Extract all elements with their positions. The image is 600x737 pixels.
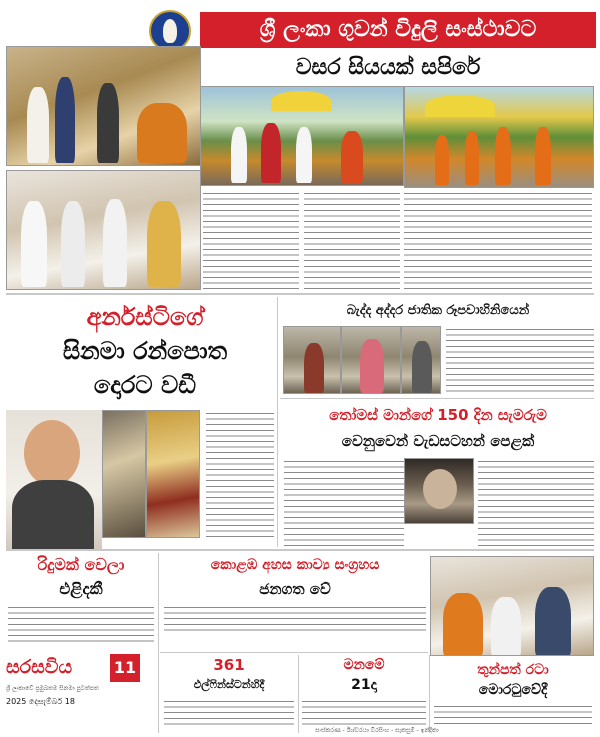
divider-bottom-v1 (158, 553, 159, 733)
divider-top (6, 293, 594, 295)
headline-thunpath-2: මොරටුවේදී (478, 682, 548, 698)
headline-manamé-2: 21දා (351, 677, 377, 693)
photo-author-portrait (6, 410, 102, 550)
headline-arunasiri-3: දොරට වඩී (93, 371, 197, 399)
headline-baddha: බැද්ද අද්දර ජාතික රූපවාහිනියෙන් (346, 303, 530, 318)
thomas-body-col1 (284, 458, 404, 546)
headline-thomas-1: තෝමස් මාන්ගේ 150 දින සැමරුම (329, 406, 547, 424)
divider-bottom-v2 (298, 655, 299, 733)
photo-book-launch (430, 556, 594, 656)
slbc-body-col2 (304, 190, 400, 290)
photo-drama-scene-1 (283, 326, 341, 394)
brand-tagline: ශ්‍රී ලංකාවේ ප්‍රමුඛතම සිනමා පුවත්පත (6, 685, 99, 692)
headline-361-2: ඵල්ෆින්ස්ටන්හිදී (193, 678, 265, 691)
photo-procession-2 (404, 86, 594, 188)
ridmak-body (8, 604, 154, 644)
headline-ridmak-2: එළිදකී (59, 579, 103, 598)
headline-361-1: 361 (213, 656, 245, 674)
footer-credits: සංස්කරණ - ඊශ්වරයා වීරසිංහ - සැකසුම් - ඉන්දිකා (315, 727, 439, 734)
headline-kolamba-1: කොළඹ අහස කාව්‍ය සංග්‍රහය (210, 557, 380, 573)
headline-thomas-2: වෙනුවෙන් වැඩසටහන් පෙළක් (341, 432, 535, 450)
divider-mid-vertical (277, 297, 278, 547)
headline-slbc-line2: වසර සියයක් සපිරේ (295, 55, 481, 80)
divider-bottom-v3 (429, 655, 430, 733)
photo-ceremony-blessing (6, 46, 201, 166)
issue-date: 2025 දෙසැම්බර් 18 (6, 697, 75, 706)
headline-ridmak-1: රිදුමක් වෙලා (37, 555, 125, 574)
slbc-body-col3 (404, 190, 592, 290)
photo-book-cover-2 (146, 410, 200, 538)
headline-manamé-1: මනමේ (343, 657, 385, 673)
brand-block (6, 652, 156, 732)
headline-thunpath-1: තුන්පත් රටා (477, 662, 549, 678)
photo-drama-scene-3 (401, 326, 441, 394)
photo-procession-1 (200, 86, 404, 186)
divider-right-1 (280, 398, 594, 399)
arunasiri-body (206, 410, 274, 538)
thunpath-body (434, 703, 592, 727)
361-body (164, 698, 294, 726)
photo-book-cover-1 (102, 410, 146, 538)
manamé-body (302, 698, 426, 726)
headline-kolamba-2: ජනගත වේ (259, 580, 331, 598)
divider-bottom-h (160, 652, 428, 653)
headline-arunasiri-2: සිනමා රන්පොත (62, 337, 228, 365)
photo-gustav-mahler (404, 458, 474, 524)
page-number-badge: 11 (110, 654, 140, 682)
headline-arunasiri-1: අර්නස්ටිගේ (86, 303, 204, 331)
kolamba-body (164, 604, 426, 634)
brand-name: සරසවිය (6, 656, 73, 678)
thomas-body-col2 (478, 458, 594, 546)
divider-mid (6, 549, 594, 551)
photo-meeting (6, 170, 201, 290)
headline-slbc-line1: ශ්‍රී ලංකා ගුවන් විදුලි සංස්ථාවට (200, 12, 596, 48)
photo-drama-scene-2 (341, 326, 401, 394)
slbc-body-col1 (203, 190, 299, 290)
baddha-body (446, 326, 594, 392)
logo-emblem-icon (163, 19, 177, 43)
